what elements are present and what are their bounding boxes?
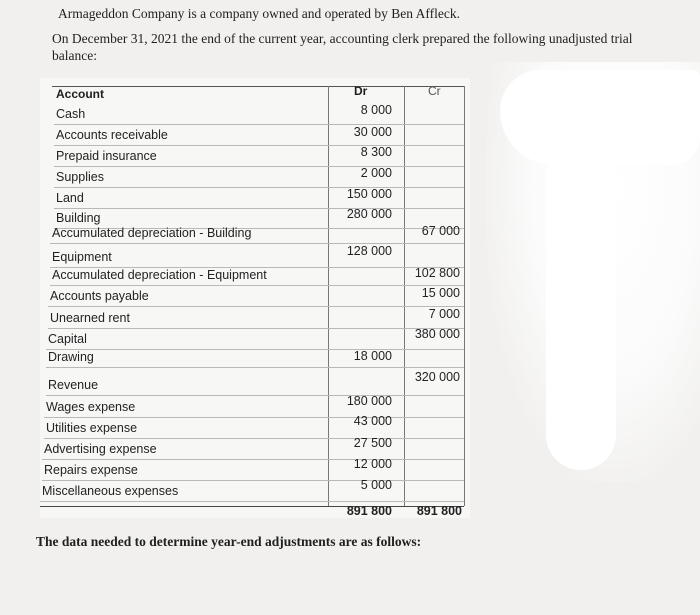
header-account: Account [56,87,104,101]
account-name: Advertising expense [44,442,157,456]
account-name: Cash [56,107,86,121]
account-name: Accumulated depreciation - Building [52,226,252,240]
row-rule [50,243,464,244]
row-rule [54,187,464,188]
account-name: Utilities expense [46,421,138,435]
debit-amount: 12 000 [353,457,392,471]
credit-amount: 380 000 [414,327,460,341]
row-rule [54,166,464,167]
debit-amount: 150 000 [346,187,392,201]
header-cr: Cr [428,84,441,98]
row-rule [42,459,464,460]
debit-amount: 280 000 [346,207,392,221]
debit-amount: 8 000 [360,103,392,117]
total-cr: 891 800 [416,504,462,518]
row-rule [44,438,464,439]
account-name: Revenue [48,378,99,392]
credit-amount: 15 000 [421,286,460,300]
row-rule [42,480,464,481]
account-name: Equipment [52,250,112,264]
debit-amount: 18 000 [353,349,392,363]
row-rule [40,501,464,502]
row-rule [54,208,464,209]
account-name: Accounts payable [50,289,149,303]
credit-amount: 67 000 [421,224,460,238]
intro-line-1: Armageddon Company is a company owned and operated by Ben Affleck. [58,6,461,21]
table-right-border [464,86,465,506]
row-rule [46,367,464,368]
credit-amount: 320 000 [414,370,460,384]
account-name: Capital [48,332,87,346]
footer-text: The data needed to determine year-end adjustments are as follows: [36,534,422,549]
credit-amount: 102 800 [414,266,460,280]
row-rule [46,395,464,396]
intro-line-2: On December 31, 2021 the end of the current year, accounting clerk prepared the following unadjusted trial balance: [52,31,633,63]
account-name: Miscellaneous expenses [42,484,179,498]
account-name: Prepaid insurance [56,149,157,163]
credit-amount: 7 000 [428,307,460,321]
account-name: Building [56,211,101,225]
debit-amount: 8 300 [360,145,392,159]
light-glare-streak [546,150,616,470]
account-name: Land [56,191,84,205]
row-rule [54,124,464,125]
debit-amount: 5 000 [360,478,392,492]
debit-amount: 27 500 [353,436,392,450]
debit-amount: 43 000 [353,414,392,428]
account-name: Repairs expense [44,463,138,477]
account-name: Drawing [48,350,94,364]
debit-amount: 128 000 [346,244,392,258]
account-name: Unearned rent [50,311,130,325]
account-name: Wages expense [46,400,136,414]
account-name: Supplies [56,170,104,184]
account-name: Accumulated depreciation - Equipment [52,268,267,282]
light-glare-top [500,70,700,165]
debit-amount: 2 000 [360,166,392,180]
header-dr: Dr [354,84,368,98]
debit-amount: 30 000 [353,125,392,139]
row-rule [44,417,464,418]
account-name: Accounts receivable [56,128,168,142]
row-rule [46,349,464,350]
row-rule [54,145,464,146]
table-top-border [52,86,464,87]
total-dr: 891 800 [346,504,392,518]
debit-amount: 180 000 [346,394,392,408]
